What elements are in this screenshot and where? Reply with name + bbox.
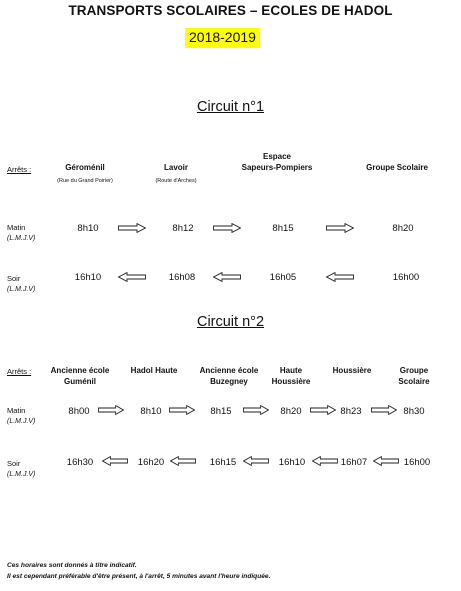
circuit-1-matin-time-2: 8h12 — [172, 223, 194, 234]
circuit-2-matin-label — [7, 405, 35, 427]
circuit-2-matin-time-4: 8h20 — [280, 406, 302, 417]
circuit-2-stop-houssiere — [333, 366, 372, 377]
arrow-left-icon — [170, 456, 196, 466]
stop-name-line2: Buzegney — [210, 376, 248, 386]
circuit-2-soir-time-2: 16h20 — [137, 457, 165, 468]
circuit-1-soir-time-4: 16h00 — [392, 272, 420, 283]
circuit-2-matin-time-3: 8h15 — [210, 406, 232, 417]
circuit-2-soir-time-5: 16h07 — [340, 457, 368, 468]
circuit-2-matin-time-6: 8h30 — [403, 406, 425, 417]
circuit-2-stop-ancienne-ecole-gumenil — [51, 366, 110, 387]
circuit-2-soir-time-6: 16h00 — [403, 457, 431, 468]
stop-name-line2: Sapeurs-Pompiers — [241, 162, 313, 172]
circuit-1-matin-time-3: 8h15 — [272, 223, 294, 234]
circuit-2-soir-time-3: 16h15 — [209, 457, 237, 468]
circuit-2-stop-haute-houssiere — [272, 366, 311, 387]
circuit-2-matin-time-5: 8h23 — [340, 406, 362, 417]
circuit-2-stop-ancienne-ecole-buzegney — [200, 366, 259, 387]
circuit-2-soir-time-4: 16h10 — [278, 457, 306, 468]
period-name: Soir — [7, 274, 21, 283]
circuit-2-soir-label — [7, 458, 35, 480]
arrow-right-icon — [310, 405, 336, 415]
circuit-2-matin-time-1: 8h00 — [68, 406, 90, 417]
stop-name: Groupe Scolaire — [366, 163, 428, 172]
circuit-1-stop-geromenil-address: (Rue du Grand Poirier) — [57, 178, 113, 184]
arrow-right-icon — [169, 405, 195, 415]
circuit-1-stop-groupe-scolaire — [366, 163, 428, 174]
circuit-1-soir-time-3: 16h05 — [269, 272, 297, 283]
circuit-1-soir-time-2: 16h08 — [168, 272, 196, 283]
footer-note — [7, 560, 270, 582]
stop-name-line2: Houssière — [271, 376, 311, 386]
footer-line-2: Il est cependant préférable d'être présent, à l'arrêt, 5 minutes avant l'heure indiquée. — [7, 573, 271, 580]
arrow-left-icon — [102, 456, 128, 466]
period-days: (L.M.J.V) — [7, 235, 36, 242]
stop-name: Géroménil — [65, 163, 105, 172]
arrow-left-icon — [312, 456, 338, 466]
period-name: Matin — [7, 406, 26, 415]
stop-name-line1: Espace — [262, 152, 292, 161]
stop-name-line1: Ancienne école — [199, 366, 259, 375]
stop-name-line1: Haute — [279, 366, 303, 375]
arrow-left-icon — [326, 272, 354, 282]
circuit-1-title: Circuit n°1 — [196, 99, 265, 115]
arrow-left-icon — [213, 272, 241, 282]
stop-name: Hadol Haute — [130, 366, 178, 375]
circuit-2-soir-time-1: 16h30 — [66, 457, 94, 468]
period-name: Soir — [7, 459, 21, 468]
period-days: (L.M.J.V) — [7, 471, 36, 478]
arrow-right-icon — [371, 405, 397, 415]
circuit-1-arrets-label: Arrêts : — [7, 165, 32, 174]
circuit-1-soir-label — [7, 273, 35, 295]
footer-line-1: Ces horaires sont donnés à titre indicatif. — [7, 562, 137, 569]
period-name: Matin — [7, 223, 26, 232]
stop-name-line1: Ancienne école — [50, 366, 110, 375]
stop-name-line1: Groupe — [399, 366, 429, 375]
stop-name-line2: Scolaire — [398, 376, 430, 386]
circuit-1-stop-lavoir-address: (Route d'Arches) — [155, 178, 197, 184]
circuit-2-stop-hadol-haute — [131, 366, 178, 377]
arrow-right-icon — [326, 223, 354, 233]
school-year-badge: 2018-2019 — [185, 28, 260, 48]
circuit-1-soir-time-1: 16h10 — [74, 272, 102, 283]
stop-name: Houssière — [332, 366, 372, 375]
stop-name: Lavoir — [163, 163, 189, 172]
arrow-right-icon — [213, 223, 241, 233]
circuit-2-arrets-label: Arrêts : — [7, 367, 32, 376]
arrow-left-icon — [373, 456, 399, 466]
circuit-1-stop-lavoir — [164, 163, 188, 174]
circuit-1-matin-label — [7, 222, 35, 244]
circuit-1-matin-time-1: 8h10 — [77, 223, 99, 234]
arrow-right-icon — [98, 405, 124, 415]
circuit-1-matin-time-4: 8h20 — [392, 223, 414, 234]
arrow-left-icon — [118, 272, 146, 282]
period-days: (L.M.J.V) — [7, 418, 36, 425]
stop-name-line2: Guménil — [63, 376, 96, 386]
arrow-left-icon — [243, 456, 269, 466]
circuit-2-title: Circuit n°2 — [196, 314, 265, 330]
document-title: TRANSPORTS SCOLAIRES – ECOLES DE HADOL — [68, 3, 393, 18]
arrow-right-icon — [243, 405, 269, 415]
circuit-1-stop-espace-sapeurs-pompiers — [242, 152, 313, 173]
circuit-2-matin-time-2: 8h10 — [140, 406, 162, 417]
circuit-2-stop-groupe-scolaire — [398, 366, 429, 387]
arrow-right-icon — [118, 223, 146, 233]
period-days: (L.M.J.V) — [7, 286, 36, 293]
circuit-1-stop-geromenil — [65, 163, 105, 174]
